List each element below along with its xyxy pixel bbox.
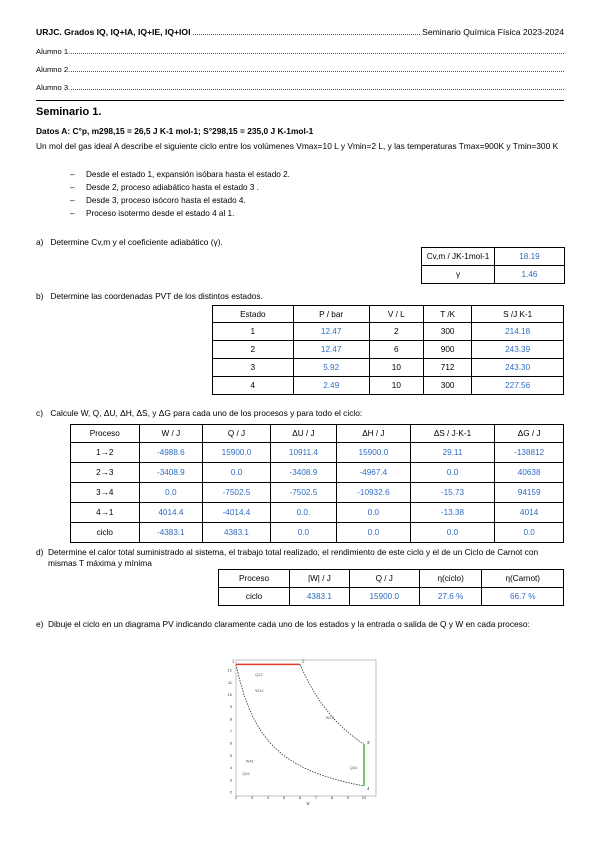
table-cell[interactable]: 0.0 bbox=[337, 523, 411, 543]
column-header: ΔH / J bbox=[337, 425, 411, 443]
state-label: 3 bbox=[367, 740, 370, 746]
table-cell[interactable]: -13.38 bbox=[410, 503, 495, 523]
table-row bbox=[213, 323, 564, 341]
table-cell[interactable]: 2.49 bbox=[293, 377, 369, 395]
y-tick-label: 11 bbox=[227, 679, 232, 685]
list-item: – Proceso isotermo desde el estado 4 al 1. bbox=[86, 207, 290, 220]
column-header: Q / J bbox=[203, 425, 271, 443]
table-cell: 2→3 bbox=[71, 463, 140, 483]
table-cell[interactable]: 0.0 bbox=[270, 523, 336, 543]
y-tick-label: 7 bbox=[229, 728, 232, 734]
table-cell[interactable]: 4014 bbox=[495, 503, 564, 523]
table-cell: 3 bbox=[213, 359, 294, 377]
column-header: Proceso bbox=[71, 425, 140, 443]
table-cell: 900 bbox=[423, 341, 471, 359]
table-cell[interactable]: 27.6 % bbox=[419, 588, 482, 606]
student-line-2[interactable] bbox=[36, 65, 564, 74]
table-cell[interactable]: 40638 bbox=[495, 463, 564, 483]
table-cell[interactable]: 10911.4 bbox=[270, 443, 336, 463]
table-cell[interactable]: 29.11 bbox=[410, 443, 495, 463]
table-cell[interactable]: -7502.5 bbox=[203, 483, 271, 503]
table-cell[interactable]: 214.18 bbox=[472, 323, 564, 341]
column-header: W / J bbox=[139, 425, 203, 443]
table-row bbox=[71, 463, 564, 483]
student-label: Alumno 2. bbox=[36, 65, 71, 74]
column-header: P / bar bbox=[293, 306, 369, 323]
table-cell: 1 bbox=[213, 323, 294, 341]
state-label: 1 bbox=[232, 658, 235, 664]
table-cell[interactable]: 0.0 bbox=[139, 483, 203, 503]
table-cell[interactable]: 18.19 bbox=[495, 248, 565, 266]
table-cell[interactable]: 0.0. bbox=[270, 503, 336, 523]
table-row bbox=[71, 503, 564, 523]
table-cell: Cv,m / JK-1mol-1 bbox=[422, 248, 495, 266]
table-cell[interactable]: 0.0 bbox=[410, 463, 495, 483]
flow-annotation: Q12 bbox=[255, 672, 263, 678]
question-text: Dibuje el ciclo en un diagrama PV indicando claramente cada uno de los estados y la entrada o salida de Q y W en cada proceso: bbox=[48, 619, 530, 629]
table-cell[interactable]: 15900.0 bbox=[203, 443, 271, 463]
x-tick-label: 9 bbox=[346, 795, 350, 800]
table-a bbox=[421, 247, 565, 284]
y-tick-label: 8 bbox=[229, 716, 232, 722]
table-cell[interactable]: 227.56 bbox=[472, 377, 564, 395]
data-text: Datos A: C°p, m298,15 = 26,5 J K-1 mol-1; S°298,15 = 235,0 J K-1mol-1 bbox=[36, 126, 314, 136]
question-text: Determine las coordenadas PVT de los distintos estados. bbox=[50, 291, 263, 301]
y-tick-label: 6 bbox=[229, 740, 232, 746]
column-header: ΔU / J bbox=[270, 425, 336, 443]
table-cell: ciclo bbox=[71, 523, 140, 543]
table-row bbox=[71, 443, 564, 463]
table-cell[interactable]: 12.47 bbox=[293, 341, 369, 359]
header-dots bbox=[193, 27, 421, 35]
x-tick-label: 2 bbox=[234, 795, 238, 800]
question-text: Determine Cv,m y el coeficiente adiabático (γ). bbox=[50, 237, 223, 247]
question-text: Calcule W, Q, ΔU, ΔH, ΔS, y ΔG para cada uno de los procesos y para todo el ciclo: bbox=[50, 408, 363, 418]
list-item: – Desde el estado 1, expansión isóbara hasta el estado 2. bbox=[86, 168, 290, 181]
table-cell[interactable]: 1.46 bbox=[495, 266, 565, 284]
table-cell: 300 bbox=[423, 377, 471, 395]
table-cell[interactable]: -4988.6 bbox=[139, 443, 203, 463]
state-label: 2 bbox=[302, 658, 305, 664]
table-cell[interactable]: 0.0 bbox=[337, 503, 411, 523]
flow-annotation: Q41 bbox=[242, 770, 250, 776]
question-b: b) Determine las coordenadas PVT de los distintos estados. bbox=[36, 291, 263, 301]
x-tick-label: 5 bbox=[282, 795, 286, 800]
table-cell[interactable]: 243.30 bbox=[472, 359, 564, 377]
student-line-1[interactable] bbox=[36, 47, 564, 56]
column-header: η(Carnot) bbox=[482, 570, 564, 588]
table-cell: γ bbox=[422, 266, 495, 284]
table-cell: 300 bbox=[423, 323, 471, 341]
column-header: η(ciclo) bbox=[419, 570, 482, 588]
table-cell: 712 bbox=[423, 359, 471, 377]
table-row bbox=[213, 341, 564, 359]
page-title: Seminario 1. bbox=[36, 106, 102, 118]
table-cell[interactable]: 94159 bbox=[495, 483, 564, 503]
table-cell[interactable]: 15900.0 bbox=[337, 443, 411, 463]
table-row bbox=[213, 359, 564, 377]
table-cell[interactable]: 4383.1 bbox=[203, 523, 271, 543]
column-header: Proceso bbox=[219, 570, 290, 588]
question-c: c) Calcule W, Q, ΔU, ΔH, ΔS, y ΔG para cada uno de los procesos y para todo el ciclo: bbox=[36, 408, 363, 418]
table-cell[interactable]: -15.73 bbox=[410, 483, 495, 503]
problem-description: Un mol del gas ideal A describe el siguiente ciclo entre los volúmenes Vmax=10 L y Vmin=2 L, y las temperaturas Tmax=900K y Tmin=300 K bbox=[36, 141, 559, 151]
y-tick-label: 9 bbox=[229, 704, 232, 710]
flow-annotation: W41 bbox=[245, 758, 254, 764]
column-header: S /J K-1 bbox=[472, 306, 564, 323]
question-e: e) Dibuje el ciclo en un diagrama PV indicando claramente cada uno de los estados y la entrada o salida de Q y W en cada proceso: bbox=[36, 614, 564, 635]
table-cell[interactable]: 4014.4 bbox=[139, 503, 203, 523]
header-course: URJC. Grados IQ, IQ+IA, IQ+IE, IQ+IOI bbox=[36, 27, 191, 37]
table-cell: 1→2 bbox=[71, 443, 140, 463]
table-row bbox=[71, 523, 564, 543]
x-tick-label: 6 bbox=[298, 795, 302, 800]
list-item: – Desde 3, proceso isócoro hasta el estado 4. bbox=[86, 194, 290, 207]
table-cell[interactable]: 12.47 bbox=[293, 323, 369, 341]
data-line bbox=[36, 126, 313, 136]
column-header: Q / J bbox=[349, 570, 419, 588]
x-tick-label: 7 bbox=[314, 795, 318, 800]
table-row bbox=[219, 588, 564, 606]
steps-list bbox=[70, 168, 290, 220]
table-row bbox=[213, 377, 564, 395]
table-cell[interactable]: -10932.6 bbox=[337, 483, 411, 503]
pv-diagram bbox=[222, 650, 382, 806]
table-row bbox=[71, 483, 564, 503]
table-cell: 2 bbox=[213, 341, 294, 359]
x-tick-label: 4 bbox=[266, 795, 270, 800]
table-cell[interactable]: -4383.1 bbox=[139, 523, 203, 543]
table-cell: 3→4 bbox=[71, 483, 140, 503]
table-cell[interactable]: 4383.1 bbox=[290, 588, 350, 606]
table-cell[interactable]: 0.0 bbox=[495, 523, 564, 543]
table-cell: ciclo bbox=[219, 588, 290, 606]
student-line-3[interactable] bbox=[36, 83, 564, 92]
state-label: 4 bbox=[367, 786, 370, 792]
table-cell: 4→1 bbox=[71, 503, 140, 523]
question-d: d) Determine el calor total suministrado al sistema, el trabajo total realizado, el rendimiento de este ciclo y el de un Ciclo de Carnot con mismas T máxima y mínima bbox=[36, 547, 564, 569]
table-cell[interactable]: -7502.5 bbox=[270, 483, 336, 503]
header-seminar: Seminario Química Física 2023-2024 bbox=[422, 27, 564, 37]
table-cell[interactable]: -4014.4 bbox=[203, 503, 271, 523]
document-header bbox=[36, 27, 564, 37]
table-cell[interactable]: 243.39 bbox=[472, 341, 564, 359]
table-cell: 4 bbox=[213, 377, 294, 395]
column-header: ΔG / J bbox=[495, 425, 564, 443]
column-header: |W| / J bbox=[290, 570, 350, 588]
column-header: V / L bbox=[369, 306, 423, 323]
flow-annotation: Q34 bbox=[349, 764, 358, 770]
y-tick-label: 4 bbox=[229, 765, 232, 771]
column-header: ΔS / J·K-1 bbox=[410, 425, 495, 443]
question-a: a) Determine Cv,m y el coeficiente adiabático (γ). bbox=[36, 237, 223, 247]
table-cell[interactable]: -138812 bbox=[495, 443, 564, 463]
table-c bbox=[70, 424, 564, 543]
table-d bbox=[218, 569, 564, 606]
table-cell[interactable]: 5.92 bbox=[293, 359, 369, 377]
x-tick-label: 8 bbox=[330, 795, 334, 800]
table-cell[interactable]: -4967.4 bbox=[337, 463, 411, 483]
table-cell: 6 bbox=[369, 341, 423, 359]
x-tick-label: 10 bbox=[361, 795, 367, 800]
table-cell: 10 bbox=[369, 377, 423, 395]
student-label: Alumno 1. bbox=[36, 47, 71, 56]
y-tick-label: 5 bbox=[229, 752, 232, 758]
x-tick-label: 3 bbox=[250, 795, 254, 800]
divider bbox=[36, 100, 564, 101]
table-cell[interactable]: 15900.0 bbox=[349, 588, 419, 606]
table-cell[interactable]: -3408.9 bbox=[139, 463, 203, 483]
student-label: Alumno 3. bbox=[36, 83, 71, 92]
y-tick-label: 3 bbox=[229, 777, 232, 783]
y-tick-label: 2 bbox=[229, 789, 232, 795]
y-tick-label: 10 bbox=[227, 691, 232, 697]
table-cell[interactable]: 0.0 bbox=[410, 523, 495, 543]
plot-frame bbox=[236, 660, 376, 796]
flow-annotation: W23 bbox=[325, 714, 334, 720]
table-cell[interactable]: -3408.9 bbox=[270, 463, 336, 483]
list-item: – Desde 2, proceso adiabático hasta el estado 3 . bbox=[86, 181, 290, 194]
x-axis-label: V bbox=[306, 801, 310, 806]
column-header: Estado bbox=[213, 306, 294, 323]
column-header: T /K bbox=[423, 306, 471, 323]
table-cell[interactable]: 66.7 % bbox=[482, 588, 564, 606]
question-text: Determine el calor total suministrado al sistema, el trabajo total realizado, el rendimiento de este ciclo y el de un Ciclo de Carnot con mismas T máxima y mínima bbox=[48, 547, 539, 568]
table-cell: 2 bbox=[369, 323, 423, 341]
table-b bbox=[212, 305, 564, 395]
flow-annotation: W12 bbox=[255, 688, 264, 694]
table-cell[interactable]: 0.0 bbox=[203, 463, 271, 483]
table-cell: 10 bbox=[369, 359, 423, 377]
y-tick-label: 12 bbox=[227, 667, 232, 673]
